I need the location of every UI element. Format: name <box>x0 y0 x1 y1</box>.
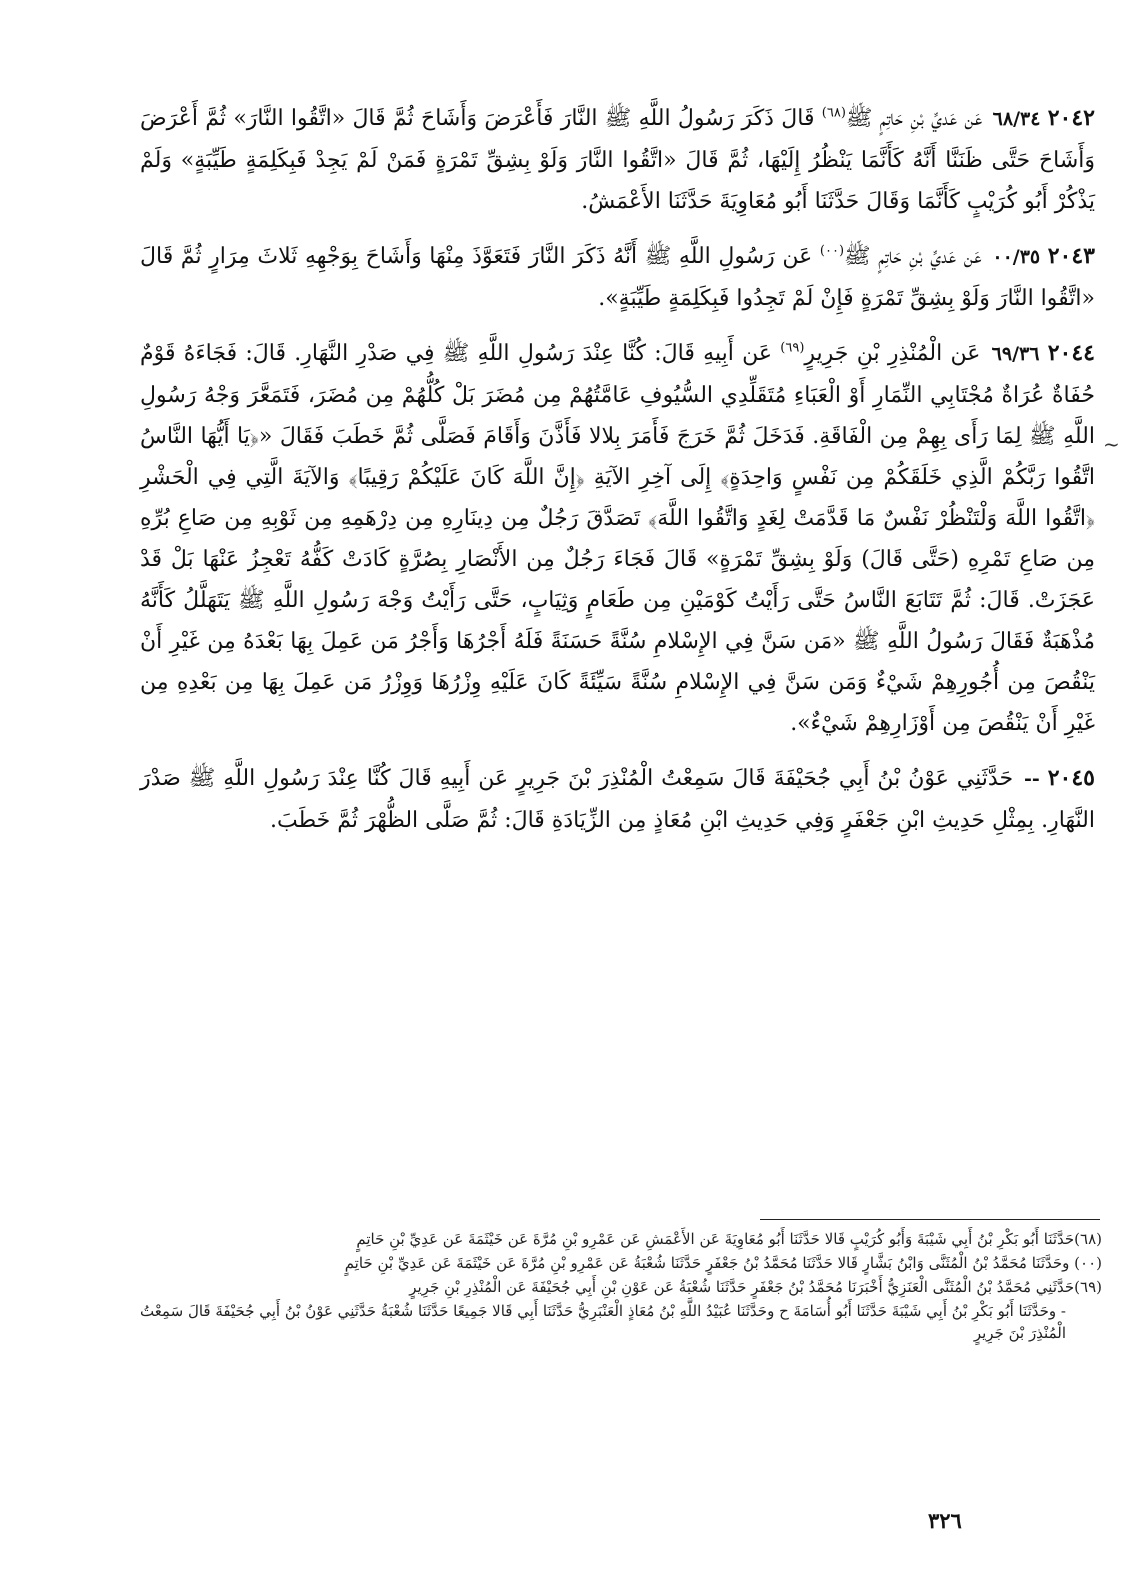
hadith-body <box>140 98 1095 855</box>
page-number: ٣٢٦ <box>928 1508 962 1533</box>
hadith-narrator: عَن الْمُنْذِرِ بْنِ جَرِيرٍ <box>804 341 981 366</box>
hadith-text: قَالَ ذَكَرَ رَسُولُ اللَّهِ ﷺ النَّارَ فَأَعْرَضَ وَأَشَاحَ ثُمَّ قَالَ «اتَّقُوا النَّارَ» ثُمَّ أَعْرَضَ وَأَشَاحَ حَتَّى ظَنَنَّا أَنَّهُ كَأَنَّمَا يَنْظُرُ إِلَيْهَا، ثُمَّ قَالَ «اتَّقُوا النَّارَ وَلَوْ بِشِقِّ تَمْرَةٍ فَمَنْ لَمْ يَجِدْ فَبِكَلِمَةٍ طَيِّبَةٍ» وَلَمْ يَذْكُرْ أَبُو كُرَيْبٍ كَأَنَّمَا وَقَالَ حَدَّثَنَا أَبُو مُعَاوِيَةَ حَدَّثَنَا الأَعْمَشُ. <box>140 106 1095 214</box>
hadith-marker: ٠٠/٣٥ <box>992 246 1041 268</box>
margin-annotation: ~ <box>1103 432 1120 456</box>
hadith-text: عَن أَبِيهِ قَالَ: كُنَّا عِنْدَ رَسُولِ اللَّهِ ﷺ فِي صَدْرِ النَّهَارِ. قَالَ: فَجَاءَهُ قَوْمٌ حُفَاةٌ عُرَاةٌ مُجْتَابِي النِّمَارِ أَوْ الْعَبَاءِ مُتَقَلِّدِي السُّيُوفِ عَامَّتُهُمْ مِن مُضَرَ بَلْ كُلُّهُمْ مِن مُضَرَ، فَتَمَعَّرَ وَجْهُ رَسُولِ اللَّهِ ﷺ لِمَا رَأَى بِهِمْ مِن الْفَاقَةِ. فَدَخَلَ ثُمَّ خَرَجَ فَأَمَرَ بِلالا فَأَذَّنَ وَأَقَامَ فَصَلَّى ثُمَّ خَطَبَ فَقَالَ «﴿يَا أَيُّهَا النَّاسُ اتَّقُوا رَبَّكُمْ الَّذِي خَلَقَكُمْ مِن نَفْسٍ وَاحِدَةٍ﴾ إِلَى آخِرِ الآيَةِ ﴿إِنَّ اللَّهَ كَانَ عَلَيْكُمْ رَقِيبًا﴾ وَالآيَةَ الَّتِي فِي الْحَشْرِ ﴿اتَّقُوا اللَّهَ وَلْتَنْظُرْ نَفْسٌ مَا قَدَّمَتْ لِغَدٍ وَاتَّقُوا اللَّهَ﴾ تَصَدَّقَ رَجُلٌ مِن دِينَارِهِ مِن دِرْهَمِهِ مِن ثَوْبِهِ مِن صَاعِ بُرِّهِ مِن صَاعِ تَمْرِهِ (حَتَّى قَالَ) وَلَوْ بِشِقِّ تَمْرَةٍ» قَالَ فَجَاءَ رَجُلٌ مِن الأَنْصَارِ بِصُرَّةٍ كَادَتْ كَفُّهُ تَعْجِزُ عَنْهَا بَلْ قَدْ عَجَزَتْ. قَالَ: ثُمَّ تَتَابَعَ النَّاسُ حَتَّى رَأَيْتُ كَوْمَيْنِ مِن طَعَامٍ وَثِيَابٍ، حَتَّى رَأَيْتُ وَجْهَ رَسُولِ اللَّهِ ﷺ يَتَهَلَّلُ كَأَنَّهُ مُذْهَبَةٌ فَقَالَ رَسُولُ اللَّهِ ﷺ «مَن سَنَّ فِي الإِسْلامِ سُنَّةً حَسَنَةً فَلَهُ أَجْرُهَا وَأَجْرُ مَن عَمِلَ بِهَا بَعْدَهُ مِن غَيْرِ أَنْ يَنْقُصَ مِن أُجُورِهِمْ شَيْءٌ وَمَن سَنَّ فِي الإِسْلامِ سُنَّةً سَيِّئَةً كَانَ عَلَيْهِ وِزْرُهَا وَوِزْرُ مَن عَمِلَ بِهَا مِن بَعْدِهِ مِن غَيْرِ أَنْ يَنْقُصَ مِن أَوْزَارِهِمْ شَيْءٌ». <box>140 341 1095 736</box>
footnote-69: (٦٩)حَدَّثَنِي مُحَمَّدُ بْنُ الْمُثَنَّى الْعَنَزِيُّ أَخْبَرَنَا مُحَمَّدُ بْنُ جَعْفَرٍ حَدَّثَنَا شُعْبَةُ عَن عَوْنِ بْنِ أَبِي جُحَيْفَةَ عَن الْمُنْذِرِ بْنِ جَرِيرٍ <box>409 1278 1102 1296</box>
footnote-00: (٠٠) وحَدَّثَنَا مُحَمَّدُ بْنُ الْمُثَنَّى وَابْنُ بَشَّارٍ قَالا حَدَّثَنَا مُحَمَّدُ بْنُ جَعْفَرٍ حَدَّثَنَا شُعْبَةُ عَن عَمْرِو بْنِ مُرَّةَ عَن خَيْثَمَةَ عَن عَدِيِّ بْنِ حَاتِمٍ <box>344 1254 1102 1272</box>
footnote-ref: (٦٩) <box>780 340 805 356</box>
hadith-narrator: عَن عَديِّ بْنِ حَاتِمٍ ﷺ <box>845 106 983 131</box>
hadith-marker: -- <box>1024 768 1040 790</box>
hadith-number: ٢٠٤٢ <box>1047 105 1095 131</box>
footnote-ref: (٠٠) <box>819 243 845 259</box>
hadith-number: ٢٠٤٤ <box>1047 340 1095 366</box>
footnote-68: (٦٨)حَدَّثَنَا أَبُو بَكْرِ بْنُ أَبِي شَيْبَةَ وَأَبُو كُرَيْبٍ قَالا حَدَّثَنَا أَبُو مُعَاوِيَةَ عَن الأَعْمَشِ عَن عَمْرِو بْنِ مُرَّةَ عَن خَيْثَمَةَ عَن عَدِيِّ بْنِ حَاتِمٍ <box>356 1230 1102 1248</box>
footnote-69-continuation: - وحَدَّثَنَا أَبُو بَكْرِ بْنُ أَبِي شَيْبَةَ حَدَّثَنَا أَبُو أُسَامَةَ ح وحَدَّثَنَا عُبَيْدُ اللَّهِ بْنُ مُعَاذٍ الْعَنْبَرِيُّ حَدَّثَنَا أَبِي قَالا جَمِيعًا حَدَّثَنَا شُعْبَةُ حَدَّثَنِي عَوْنُ بْنُ أَبِي جُحَيْفَةَ قَالَ سَمِعْتُ الْمُنْذِرَ بْنَ جَرِيرٍ <box>139 1302 1066 1342</box>
hadith-2042 <box>140 98 1095 222</box>
hadith-text: حَدَّثَنِي عَوْنُ بْنُ أَبِي جُحَيْفَةَ قَالَ سَمِعْتُ الْمُنْذِرَ بْنَ جَرِيرٍ عَن أَبِيهِ قَالَ كُنَّا عِنْدَ رَسُولِ اللَّهِ ﷺ صَدْرَ النَّهَارِ. بِمِثْلِ حَدِيثِ ابْنِ جَعْفَرٍ وَفِي حَدِيثِ ابْنِ مُعَاذٍ مِن الزِّيَادَةِ قَالَ: ثُمَّ صَلَّى الظُّهْرَ ثُمَّ خَطَبَ. <box>140 766 1095 833</box>
hadith-number: ٢٠٤٣ <box>1047 243 1095 269</box>
hadith-2045 <box>140 758 1095 841</box>
hadith-marker: ٦٩/٣٦ <box>991 343 1040 365</box>
footnote-divider <box>760 1219 1100 1220</box>
hadith-number: ٢٠٤٥ <box>1047 765 1095 791</box>
hadith-text: عَن رَسُولِ اللَّهِ ﷺ أَنَّهُ ذَكَرَ النَّارَ فَتَعَوَّذَ مِنْهَا وَأَشَاحَ بِوَجْهِهِ ثَلاثَ مِرَارٍ ثُمَّ قَالَ «اتَّقُوا النَّارَ وَلَوْ بِشِقِّ تَمْرَةٍ فَإِنْ لَمْ تَجِدُوا فَبِكَلِمَةٍ طَيِّبَةٍ». <box>140 244 1095 311</box>
hadith-2043 <box>140 236 1095 319</box>
footnotes <box>130 1228 1102 1346</box>
hadith-2044 <box>140 333 1095 744</box>
hadith-narrator: عَن عَديِّ بْنِ حَاتِمٍ ﷺ <box>844 244 982 269</box>
footnote-ref: (٦٨) <box>821 105 846 121</box>
hadith-marker: ٦٨/٣٤ <box>992 108 1041 130</box>
